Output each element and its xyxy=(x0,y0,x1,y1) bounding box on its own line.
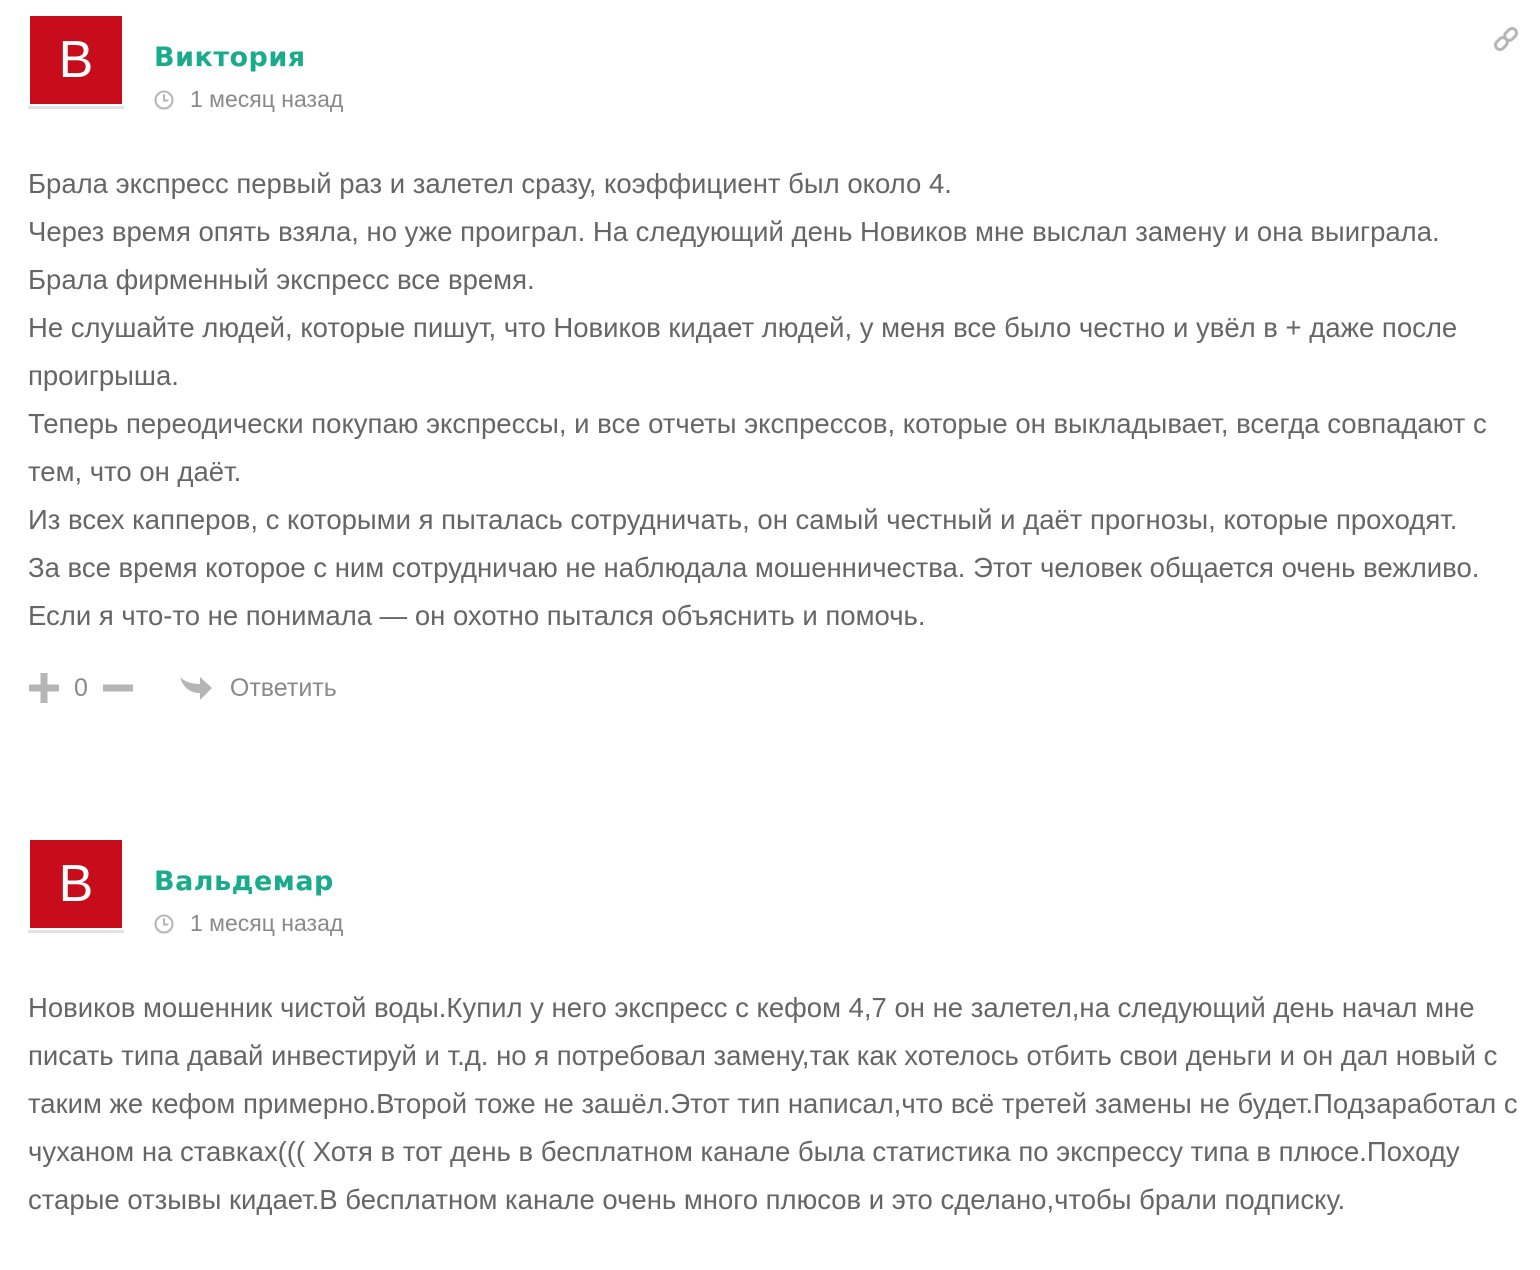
avatar-underline xyxy=(28,106,124,109)
reply-arrow-icon xyxy=(178,673,214,703)
reply-button[interactable] xyxy=(178,673,337,703)
comment-paragraph: Из всех капперов, с которыми я пыталась сотрудничать, он самый честный и даёт прогнозы, которые проходят. xyxy=(28,504,1458,535)
vote-count: 0 xyxy=(74,673,88,702)
avatar: B xyxy=(30,16,122,104)
minus-icon[interactable] xyxy=(102,672,134,704)
comment-author[interactable]: Вальдемар xyxy=(154,866,334,897)
comment-date[interactable] xyxy=(154,910,343,937)
comment-date[interactable] xyxy=(154,86,343,113)
clock-icon xyxy=(154,914,174,934)
comment-date-text: 1 месяц назад xyxy=(190,86,344,112)
avatar: B xyxy=(30,840,122,928)
comment-paragraph: Новиков мошенник чистой воды.Купил у него экспресс с кефом 4,7 он не залетел,на следующий день начал мне писать типа давай инвестируй и т.д. но я потребовал замену,так как хотелось отбить свои деньги и он дал новый с таким же кефом примерно.Второй тоже не зашёл.Этот тип написал,что всё третей замены не будет.Подзаработал с чуханом на ставках((( Хотя в тот день в бесплатном канале была статистика по экспрессу типа в плюсе.Походу старые отзывы кидает.В бесплатном канале очень много плюсов и это сделано,чтобы брали подписку. xyxy=(28,992,1518,1215)
comment-paragraph: Не слушайте людей, которые пишут, что Новиков кидает людей, у меня все было честно и увёл в + даже после проигрыша. xyxy=(28,312,1458,391)
link-icon[interactable] xyxy=(1491,24,1521,54)
comment-author[interactable]: Виктория xyxy=(154,42,306,73)
avatar-underline xyxy=(28,930,124,933)
comment-actions xyxy=(28,658,1518,718)
comment-paragraph: Брала экспресс первый раз и залетел сразу, коэффициент был около 4. xyxy=(28,168,952,199)
comment-header xyxy=(28,16,1518,112)
comment xyxy=(28,16,1518,718)
clock-icon xyxy=(154,90,174,110)
comment-paragraph: Через время опять взяла, но уже проиграл. На следующий день Новиков мне выслал замену и она выиграла. Брала фирменный экспресс все время. xyxy=(28,216,1440,295)
comment-header xyxy=(28,840,1518,936)
comment xyxy=(28,840,1518,1224)
comment-body xyxy=(28,984,1518,1224)
comment-paragraph: За все время которое с ним сотрудничаю не наблюдала мошенничества. Этот человек общается очень вежливо. Если я что-то не понимала — он охотно пытался объяснить и помочь. xyxy=(28,552,1480,631)
reply-label: Ответить xyxy=(229,673,337,702)
comment-body xyxy=(28,160,1518,640)
comment-date-text: 1 месяц назад xyxy=(190,910,344,936)
plus-icon[interactable] xyxy=(28,672,60,704)
comment-paragraph: Теперь переодически покупаю экспрессы, и все отчеты экспрессов, которые он выкладывает, всегда совпадают с тем, что он даёт. xyxy=(28,408,1487,487)
